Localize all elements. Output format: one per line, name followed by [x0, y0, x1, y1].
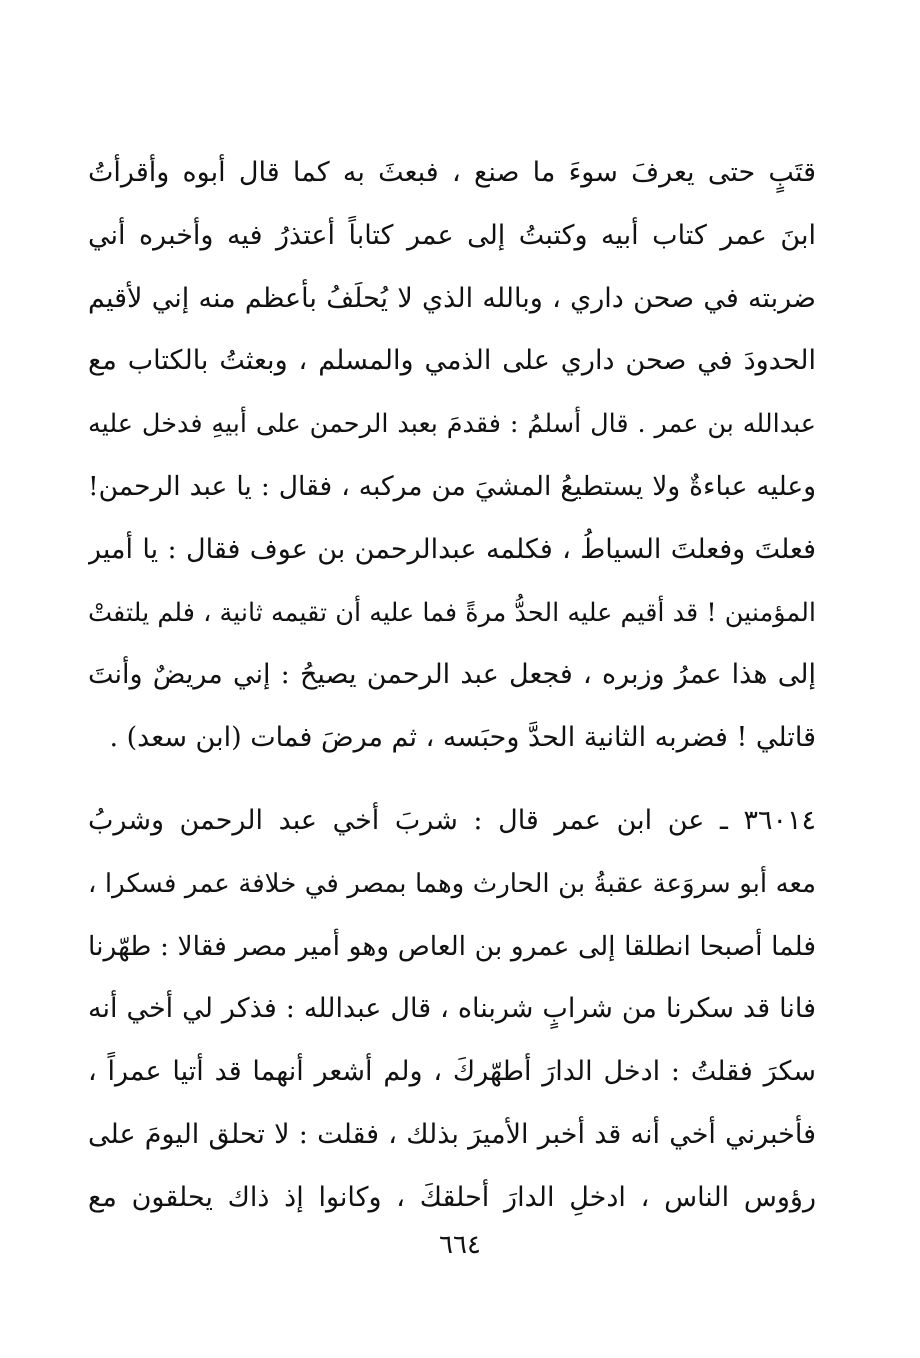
- text-line: فعلتَ وفعلتَ السياطُ ، فكلمه عبدالرحمن بن عوف فقال : يا أمير: [88, 533, 816, 565]
- text-line: فانا قد سكرنا من شرابٍ شربناه ، قال عبدالله : فذكر لي أخي أنه: [88, 993, 816, 1025]
- text-line: قتَبٍ حتى يعرفَ سوءَ ما صنع ، فبعثَ به كما قال أبوه وأقرأتُ: [88, 157, 816, 188]
- text-line: الحدودَ في صحن داري على الذمي والمسلم ، وبعثتُ بالكتاب مع: [88, 345, 816, 377]
- text-line: سكرَ فقلتُ : ادخل الدارَ أطهّركَ ، ولم أشعر أنهما قد أتيا عمراً ،: [88, 1056, 816, 1088]
- paragraph-1: [88, 142, 816, 770]
- text-line: ٣٦٠١٤ ـ عن ابن عمر قال : شربَ أخي عبد الرحمن وشربُ: [88, 804, 816, 836]
- text-line: معه أبو سروَعة عقبةُ بن الحارث وهما بمصر في خلافة عمر فسكرا ،: [88, 868, 816, 899]
- text-line: عبدالله بن عمر . قال أسلمُ : فقدمَ بعبد الرحمن على أبيهِ فدخل عليه: [88, 409, 816, 440]
- text-line: ضربته في صحن داري ، وبالله الذي لا يُحلَفُ بأعظم منه إني لأقيم: [88, 282, 816, 314]
- text-line: ابنَ عمر كتاب أبيه وكتبتُ إلى عمر كتاباً أعتذرُ فيه وأخبره أني: [88, 219, 816, 251]
- paragraph-divider: [88, 770, 816, 790]
- text-line: المؤمنين ! قد أقيم عليه الحدُّ مرةً فما عليه أن تقيمه ثانية ، فلم يلتفتْ: [88, 597, 816, 628]
- paragraph-2: [88, 790, 816, 1230]
- page-number: ٦٦٤: [439, 1230, 481, 1260]
- text-line: إلى هذا عمرُ وزبره ، فجعل عبد الرحمن يصيحُ : إني مريضٌ وأنتَ: [88, 659, 816, 691]
- text-line: رؤوس الناس ، ادخلِ الدارَ أحلقكَ ، وكانوا إذ ذاك يحلقون مع: [88, 1181, 816, 1213]
- text-line: قاتلي ! فضربه الثانية الحدَّ وحبَسه ، ثم مرضَ فمات (ابن سعد) .: [109, 722, 816, 754]
- text-line: فأخبرني أخي أنه قد أخبر الأميرَ بذلك ، فقلت : لا تحلق اليومَ على: [88, 1118, 816, 1150]
- page-body: [88, 142, 816, 1230]
- text-line: فلما أصبحا انطلقا إلى عمرو بن العاص وهو أمير مصر فقالا : طهّرنا: [88, 930, 816, 962]
- text-line: وعليه عباءةٌ ولا يستطيعُ المشيَ من مركبه ، فقال : يا عبد الرحمن!: [88, 470, 816, 502]
